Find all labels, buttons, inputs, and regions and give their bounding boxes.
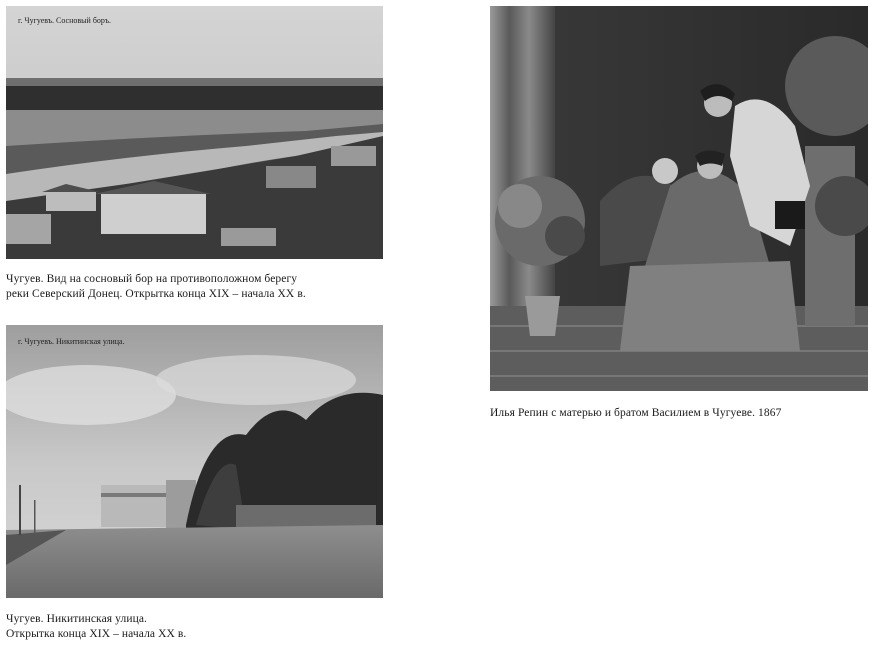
caption-repin-family: [490, 406, 870, 421]
postcard-label-nikitinskaya: г. Чугуевъ. Никитинская улица.: [18, 337, 125, 346]
photo-pine-forest: [6, 6, 383, 259]
photo-repin-family: [490, 6, 868, 391]
photo-nikitinskaya-street: [6, 325, 383, 598]
postcard-label-pine-forest: г. Чугуевъ. Сосновый боръ.: [18, 16, 112, 25]
caption-repin-family-line-1: Илья Репин с матерью и братом Василием в Чугуеве. 1867: [490, 407, 782, 419]
caption-nikitinskaya-line-1: Чугуев. Никитинская улица.: [6, 613, 148, 625]
caption-pine-forest-line-2: реки Северский Донец. Открытка конца XIX – начала XX в.: [6, 288, 306, 300]
caption-pine-forest: [6, 272, 386, 302]
caption-nikitinskaya-line-2: Открытка конца XIX – начала XX в.: [6, 628, 187, 640]
repin-family-image: [490, 6, 868, 391]
nikitinskaya-street-image: [6, 325, 383, 598]
caption-nikitinskaya: [6, 612, 386, 642]
pine-forest-image: [6, 6, 383, 259]
caption-pine-forest-line-1: Чугуев. Вид на сосновый бор на противоположном берегу: [6, 273, 298, 285]
